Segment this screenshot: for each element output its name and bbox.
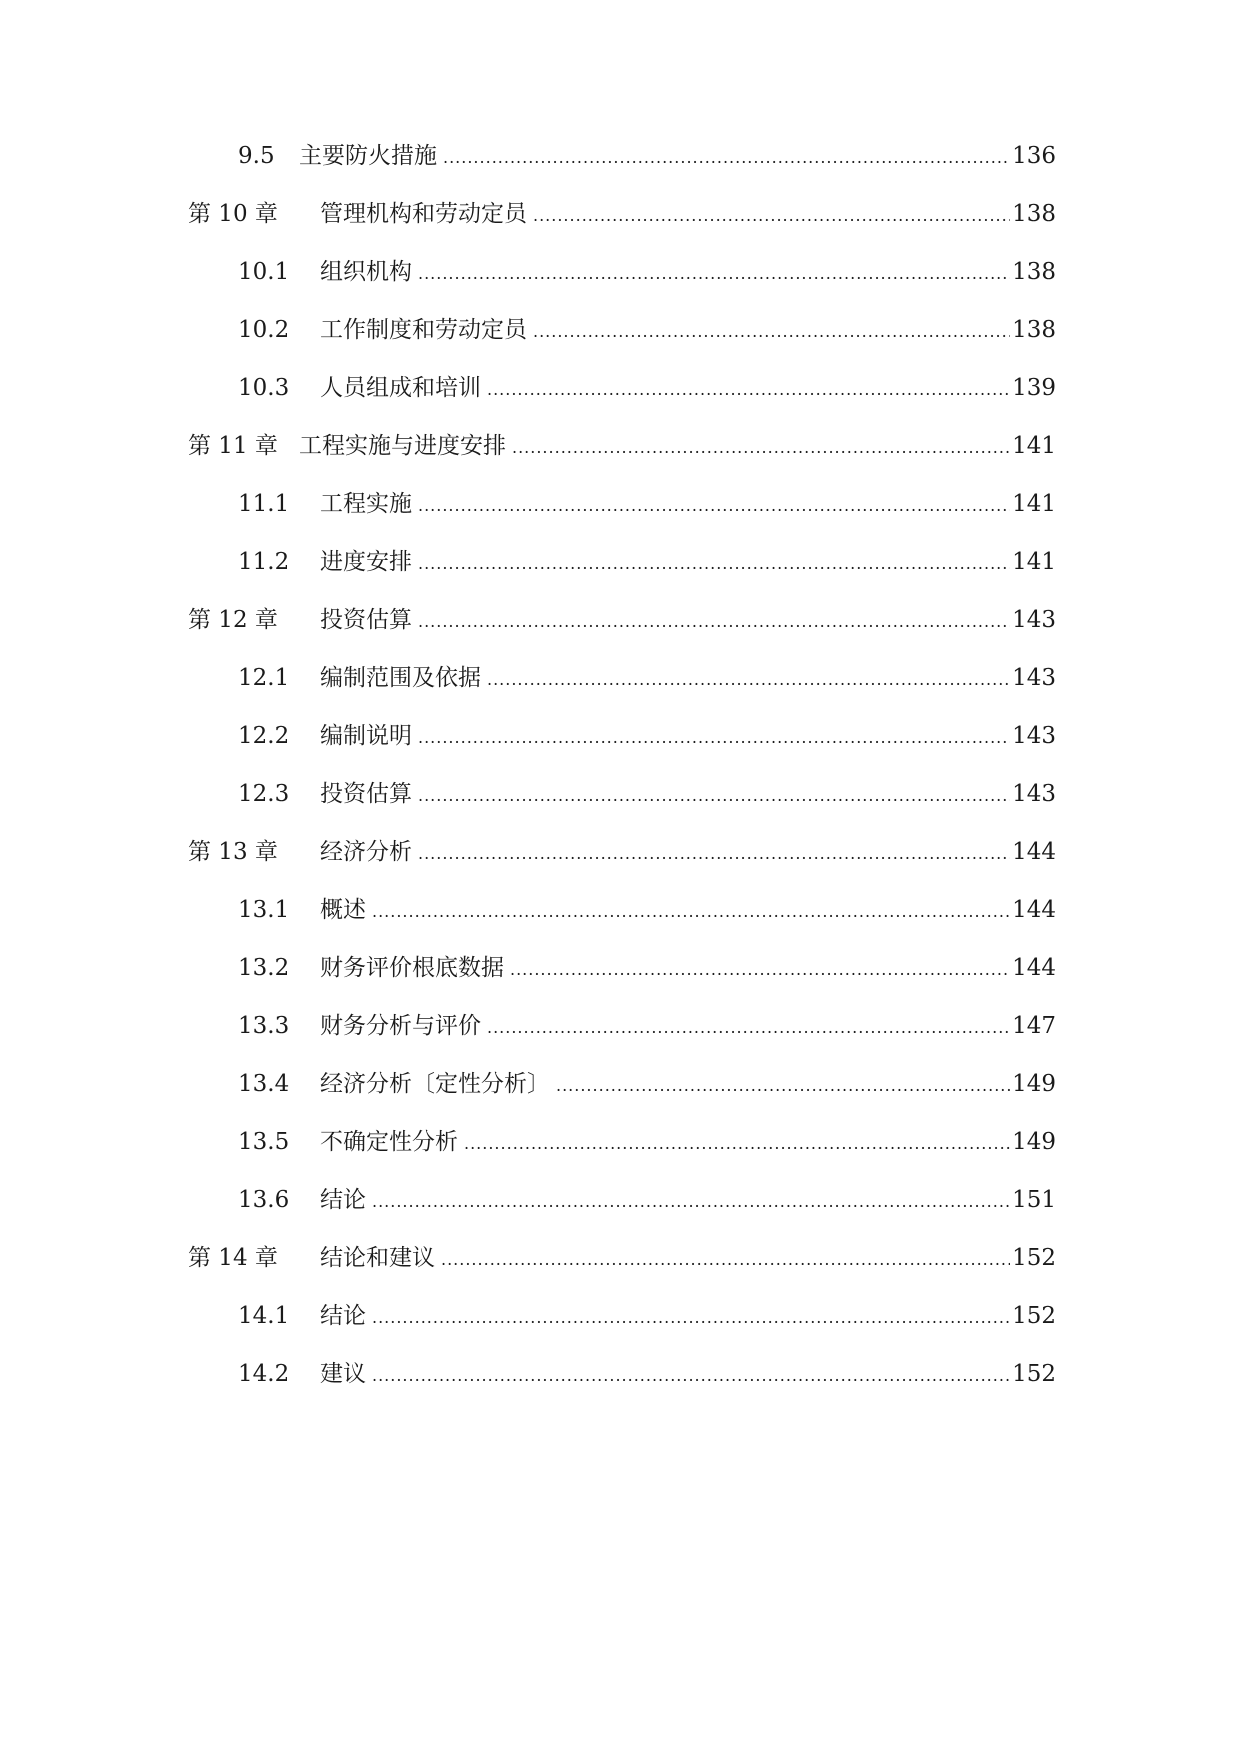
toc-entry-number: 10.2 [238, 317, 290, 343]
toc-entry-number: 9.5 [238, 143, 275, 169]
toc-entry-title: 概述 [320, 897, 366, 923]
toc-entry-title: 主要防火措施 [299, 143, 437, 169]
toc-entry[interactable] [0, 716, 1241, 756]
toc-entry-number: 12.2 [238, 723, 290, 749]
toc-entry-number: 第 14 章 [188, 1245, 278, 1271]
toc-entry-title: 投资估算 [320, 781, 412, 807]
toc-dot-leader [533, 312, 1010, 352]
toc-entry-title: 经济分析〔定性分析〕 [320, 1071, 550, 1097]
toc-entry-number: 13.2 [238, 955, 290, 981]
toc-entry-title: 建议 [320, 1361, 366, 1387]
toc-entry-page: 151 [1012, 1187, 1056, 1213]
toc-entry-number: 第 13 章 [188, 839, 278, 865]
toc-entry-title: 工作制度和劳动定员 [320, 317, 527, 343]
toc-dot-leader [418, 254, 1010, 294]
toc-entry[interactable] [0, 136, 1241, 176]
toc-entry-page: 152 [1012, 1245, 1056, 1271]
toc-entry[interactable] [0, 832, 1241, 872]
toc-dot-leader [372, 1182, 1010, 1222]
toc-entry[interactable] [0, 1064, 1241, 1104]
toc-entry[interactable] [0, 774, 1241, 814]
toc-dot-leader [372, 1356, 1010, 1396]
toc-entry-number: 13.1 [238, 897, 290, 923]
toc-entry-page: 141 [1012, 491, 1056, 517]
toc-entry-page: 138 [1012, 201, 1056, 227]
toc-entry[interactable] [0, 600, 1241, 640]
toc-dot-leader [418, 834, 1010, 874]
toc-entry-title: 组织机构 [320, 259, 412, 285]
toc-entry-number: 14.2 [238, 1361, 290, 1387]
toc-dot-leader [533, 196, 1010, 236]
toc-entry[interactable] [0, 1238, 1241, 1278]
toc-entry-page: 149 [1012, 1071, 1056, 1097]
toc-entry-number: 11.2 [238, 549, 290, 575]
toc-dot-leader [487, 370, 1010, 410]
toc-entry[interactable] [0, 1354, 1241, 1394]
toc-entry-number: 13.4 [238, 1071, 290, 1097]
toc-entry-number: 13.6 [238, 1187, 290, 1213]
toc-entry-title: 财务评价根底数据 [320, 955, 504, 981]
toc-dot-leader [372, 892, 1010, 932]
toc-entry-title: 结论 [320, 1187, 366, 1213]
toc-entry[interactable] [0, 1180, 1241, 1220]
toc-dot-leader [418, 718, 1010, 758]
toc-entry[interactable] [0, 484, 1241, 524]
toc-entry-number: 14.1 [238, 1303, 290, 1329]
toc-dot-leader [441, 1240, 1010, 1280]
toc-dot-leader [372, 1298, 1010, 1338]
toc-entry-title: 结论和建议 [320, 1245, 435, 1271]
toc-entry-page: 141 [1012, 433, 1056, 459]
toc-entry-page: 149 [1012, 1129, 1056, 1155]
toc-entry[interactable] [0, 1122, 1241, 1162]
toc-entry-page: 138 [1012, 259, 1056, 285]
toc-dot-leader [418, 486, 1010, 526]
toc-entry[interactable] [0, 1006, 1241, 1046]
toc-dot-leader [487, 1008, 1010, 1048]
toc-entry[interactable] [0, 890, 1241, 930]
toc-entry-title: 结论 [320, 1303, 366, 1329]
toc-entry-page: 139 [1012, 375, 1056, 401]
toc-entry-page: 143 [1012, 781, 1056, 807]
toc-entry-page: 141 [1012, 549, 1056, 575]
toc-dot-leader [418, 776, 1010, 816]
toc-entry-number: 第 10 章 [188, 201, 278, 227]
toc-entry-title: 不确定性分析 [320, 1129, 458, 1155]
toc-entry-page: 136 [1012, 143, 1056, 169]
toc-entry-page: 138 [1012, 317, 1056, 343]
toc-entry-title: 管理机构和劳动定员 [320, 201, 527, 227]
toc-entry-number: 第 11 章 [188, 433, 278, 459]
toc-entry-number: 12.3 [238, 781, 290, 807]
toc-entry-number: 11.1 [238, 491, 290, 517]
toc-entry[interactable] [0, 426, 1241, 466]
toc-dot-leader [512, 428, 1010, 468]
toc-entry[interactable] [0, 658, 1241, 698]
toc-entry-page: 144 [1012, 955, 1056, 981]
toc-dot-leader [510, 950, 1010, 990]
toc-entry-page: 143 [1012, 723, 1056, 749]
toc-dot-leader [464, 1124, 1010, 1164]
toc-dot-leader [418, 544, 1010, 584]
toc-entry-page: 143 [1012, 665, 1056, 691]
toc-entry[interactable] [0, 1296, 1241, 1336]
toc-entry-title: 投资估算 [320, 607, 412, 633]
toc-entry-title: 财务分析与评价 [320, 1013, 481, 1039]
toc-entry[interactable] [0, 252, 1241, 292]
toc-entry[interactable] [0, 948, 1241, 988]
toc-entry-title: 工程实施 [320, 491, 412, 517]
toc-dot-leader [556, 1066, 1010, 1106]
toc-dot-leader [418, 602, 1010, 642]
toc-entry-number: 12.1 [238, 665, 290, 691]
toc-entry[interactable] [0, 310, 1241, 350]
toc-dot-leader [487, 660, 1010, 700]
toc-entry-page: 147 [1012, 1013, 1056, 1039]
toc-entry-title: 工程实施与进度安排 [299, 433, 506, 459]
toc-entry-number: 第 12 章 [188, 607, 278, 633]
toc-entry[interactable] [0, 542, 1241, 582]
toc-entry[interactable] [0, 194, 1241, 234]
toc-entry-page: 144 [1012, 897, 1056, 923]
toc-entry-title: 人员组成和培训 [320, 375, 481, 401]
toc-entry-page: 143 [1012, 607, 1056, 633]
toc-entry-page: 152 [1012, 1361, 1056, 1387]
toc-entry-title: 编制说明 [320, 723, 412, 749]
toc-entry[interactable] [0, 368, 1241, 408]
toc-entry-number: 10.1 [238, 259, 290, 285]
toc-entry-page: 152 [1012, 1303, 1056, 1329]
toc-entry-number: 10.3 [238, 375, 290, 401]
toc-entry-title: 经济分析 [320, 839, 412, 865]
toc-entry-title: 进度安排 [320, 549, 412, 575]
toc-entry-number: 13.3 [238, 1013, 290, 1039]
toc-dot-leader [443, 138, 1010, 178]
toc-entry-title: 编制范围及依据 [320, 665, 481, 691]
toc-entry-number: 13.5 [238, 1129, 290, 1155]
toc-entry-page: 144 [1012, 839, 1056, 865]
